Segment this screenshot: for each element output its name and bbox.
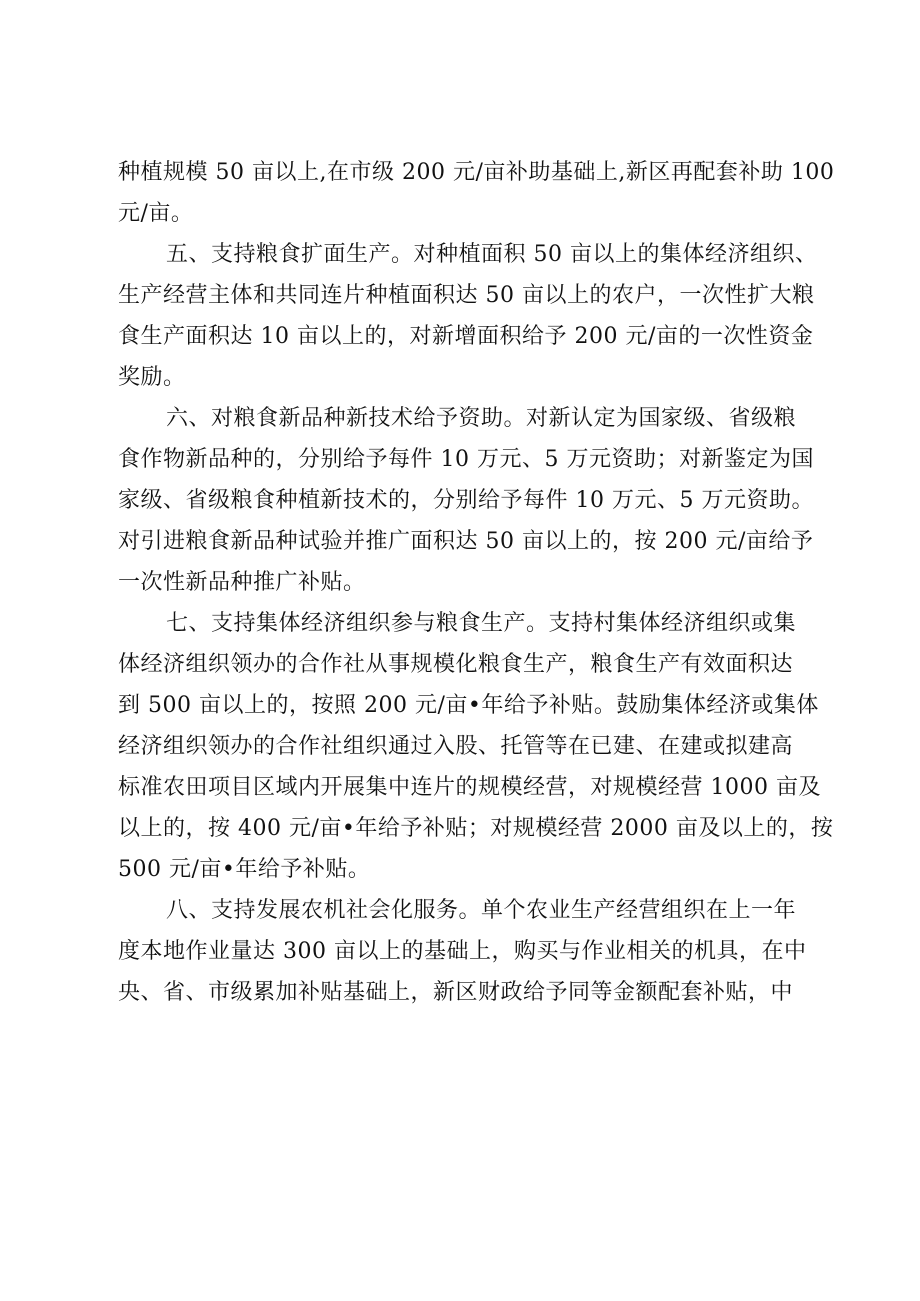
text-line: 一次性新品种推广补贴。 — [118, 570, 366, 595]
text-line: 度本地作业量达 300 亩以上的基础上，购买与作业相关的机具，在中 — [118, 939, 807, 964]
paragraph-section-6 — [118, 398, 828, 603]
text-line: 食作物新品种的，分别给予每件 10 万元、5 万元资助；对新鉴定为国 — [118, 447, 814, 472]
paragraph-section-8 — [118, 890, 828, 1013]
text-line: 经济组织领办的合作社组织通过入股、托管等在已建、在建或拟建高 — [118, 734, 794, 759]
text-line: 元/亩。 — [118, 201, 194, 226]
text-line: 体经济组织领办的合作社从事规模化粮食生产，粮食生产有效面积达 — [118, 652, 794, 677]
document-body — [118, 152, 835, 1013]
text-line: 生产经营主体和共同连片种植面积达 50 亩以上的农户，一次性扩大粮 — [118, 283, 815, 308]
paragraph-section-7 — [118, 603, 834, 890]
text-line: 到 500 亩以上的，按照 200 元/亩•年给予补贴。鼓励集体经济或集体 — [118, 693, 819, 718]
text-line: 五、支持粮食扩面生产。对种植面积 50 亩以上的集体经济组织、 — [166, 242, 818, 267]
text-line: 以上的，按 400 元/亩•年给予补贴；对规模经营 2000 亩及以上的，按 — [118, 816, 834, 841]
text-line: 标准农田项目区域内开展集中连片的规模经营，对规模经营 1000 亩及 — [118, 775, 821, 800]
paragraph-section-5 — [118, 234, 828, 398]
text-line: 六、对粮食新品种新技术给予资助。对新认定为国家级、省级粮 — [166, 406, 797, 431]
text-line: 八、支持发展农机社会化服务。单个农业生产经营组织在上一年 — [166, 898, 797, 923]
paragraph-intro — [118, 152, 835, 234]
text-line: 500 元/亩•年给予补贴。 — [118, 857, 371, 882]
text-line: 食生产面积达 10 亩以上的，对新增面积给予 200 元/亩的一次性资金 — [118, 324, 814, 349]
text-line: 奖励。 — [118, 365, 186, 390]
text-line: 对引进粮食新品种试验并推广面积达 50 亩以上的，按 200 元/亩给予 — [118, 529, 814, 554]
text-line: 家级、省级粮食种植新技术的，分别给予每件 10 万元、5 万元资助。 — [118, 488, 814, 513]
text-line: 央、省、市级累加补贴基础上，新区财政给予同等金额配套补贴，中 — [118, 980, 794, 1005]
text-line: 七、支持集体经济组织参与粮食生产。支持村集体经济组织或集 — [166, 611, 797, 636]
text-line: 种植规模 50 亩以上,在市级 200 元/亩补助基础上,新区再配套补助 100 — [118, 160, 835, 185]
